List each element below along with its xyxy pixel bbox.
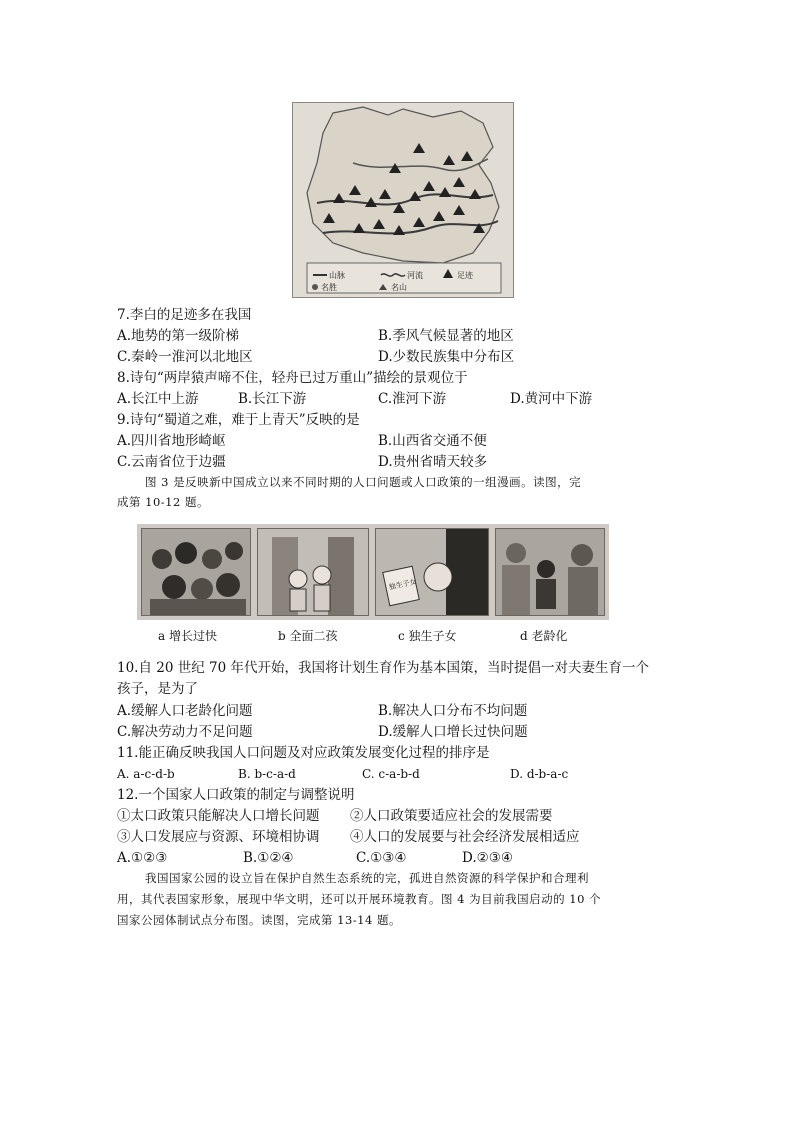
map-legend-river: 河流 — [407, 271, 423, 280]
comic-panel-c-drawing — [376, 529, 488, 615]
q12-statement-1: ①太口政策只能解决人口增长问题 — [117, 808, 320, 824]
li-bai-footprint-map — [292, 102, 514, 298]
q7-stem: 7.李白的足迹多在我国 — [117, 307, 252, 323]
q7-option-d: D.少数民族集中分布区 — [378, 349, 515, 365]
q8-option-a: A.长江中上游 — [117, 391, 199, 407]
comic-panel-c — [375, 528, 489, 616]
q8-option-c: C.淮河下游 — [378, 391, 447, 407]
comic-panel-d-drawing — [496, 529, 604, 615]
q11-stem: 11.能正确反映我国人口问题及对应政策发展变化过程的排序是 — [117, 745, 490, 761]
comic-panel-d — [495, 528, 605, 616]
comic-caption-d: d 老龄化 — [520, 629, 568, 643]
q10-stem-line2: 孩子，是为了 — [117, 681, 198, 697]
map-legend-site: 名胜 — [321, 283, 337, 292]
q12-stem: 12.一个国家人口政策的制定与调整说明 — [117, 787, 355, 803]
comic-panel-a — [141, 528, 251, 616]
q10-stem-line1: 10.自 20 世纪 70 年代开始，我国将计划生育作为基本国策，当时提倡一对夫妻生育一个 — [117, 660, 649, 676]
q11-option-d: D. d-b-a-c — [510, 767, 569, 781]
intro-fig3-line1: 图 3 是反映新中国成立以来不同时期的人口问题或人口政策的一组漫画。读图，完 — [145, 475, 582, 489]
q12-statement-3: ③人口发展应与资源、环境相协调 — [117, 829, 320, 845]
q9-stem: 9.诗句“蜀道之难，难于上青天”反映的是 — [117, 412, 360, 428]
q12-option-d: D.②③④ — [462, 850, 513, 866]
population-comic-strip — [137, 524, 609, 620]
q11-option-b: B. b-c-a-d — [238, 767, 296, 781]
q12-option-c: C.①③④ — [356, 850, 407, 866]
q7-option-c: C.秦岭一淮河以北地区 — [117, 349, 253, 365]
q8-option-b: B.长江下游 — [238, 391, 307, 407]
q10-option-d: D.缓解人口增长过快问题 — [378, 724, 528, 740]
comic-caption-b: b 全面二孩 — [278, 629, 338, 643]
q12-statement-2: ②人口政策要适应社会的发展需要 — [350, 808, 553, 824]
comic-panel-b — [257, 528, 369, 616]
comic-panel-b-drawing — [258, 529, 368, 615]
comic-caption-c: c 独生子女 — [398, 629, 457, 643]
comic-panel-a-drawing — [142, 529, 250, 615]
q12-statement-4: ④人口的发展要与社会经济发展相适应 — [350, 829, 580, 845]
q12-option-b: B.①②④ — [243, 850, 294, 866]
map-legend-mountain: 山脉 — [329, 271, 345, 280]
q7-option-b: B.季风气候显著的地区 — [378, 328, 514, 344]
comic-caption-a: a 增长过快 — [158, 629, 217, 643]
q8-stem: 8.诗句“两岸猿声啼不住，轻舟已过万重山”描绘的景观位于 — [117, 370, 468, 386]
intro-fig4-line1: 我国国家公园的设立旨在保护自然生态系统的完，孤进自然资源的科学保护和合理利 — [145, 871, 589, 885]
comic-book-text: 独生子女 — [388, 577, 418, 592]
q11-option-c: C. c-a-b-d — [362, 767, 420, 781]
intro-fig4-line3: 国家公园体制试点分布图。读图，完成第 13-14 题。 — [117, 913, 401, 927]
map-legend-footprint: 足迹 — [457, 271, 473, 280]
q9-option-c: C.云南省位于边疆 — [117, 454, 226, 470]
q10-option-b: B.解决人口分布不均问题 — [378, 703, 528, 719]
map-drawing — [293, 103, 514, 298]
intro-fig3-line2: 成第 10-12 题。 — [117, 495, 209, 509]
q8-option-d: D.黄河中下游 — [510, 391, 593, 407]
q7-option-a: A.地势的第一级阶梯 — [117, 328, 240, 344]
q10-option-a: A.缓解人口老龄化问题 — [117, 703, 253, 719]
q9-option-b: B.山西省交通不便 — [378, 433, 487, 449]
map-legend-famous-mountain: 名山 — [391, 283, 407, 292]
q9-option-a: A.四川省地形崎岖 — [117, 433, 226, 449]
q10-option-c: C.解决劳动力不足问题 — [117, 724, 253, 740]
intro-fig4-line2: 用，其代表国家形象，展现中华文明，还可以开展环境教育。图 4 为目前我国启动的 10 个 — [117, 892, 602, 906]
q12-option-a: A.①②③ — [117, 850, 168, 866]
q11-option-a: A. a-c-d-b — [117, 767, 175, 781]
q9-option-d: D.贵州省晴天较多 — [378, 454, 488, 470]
